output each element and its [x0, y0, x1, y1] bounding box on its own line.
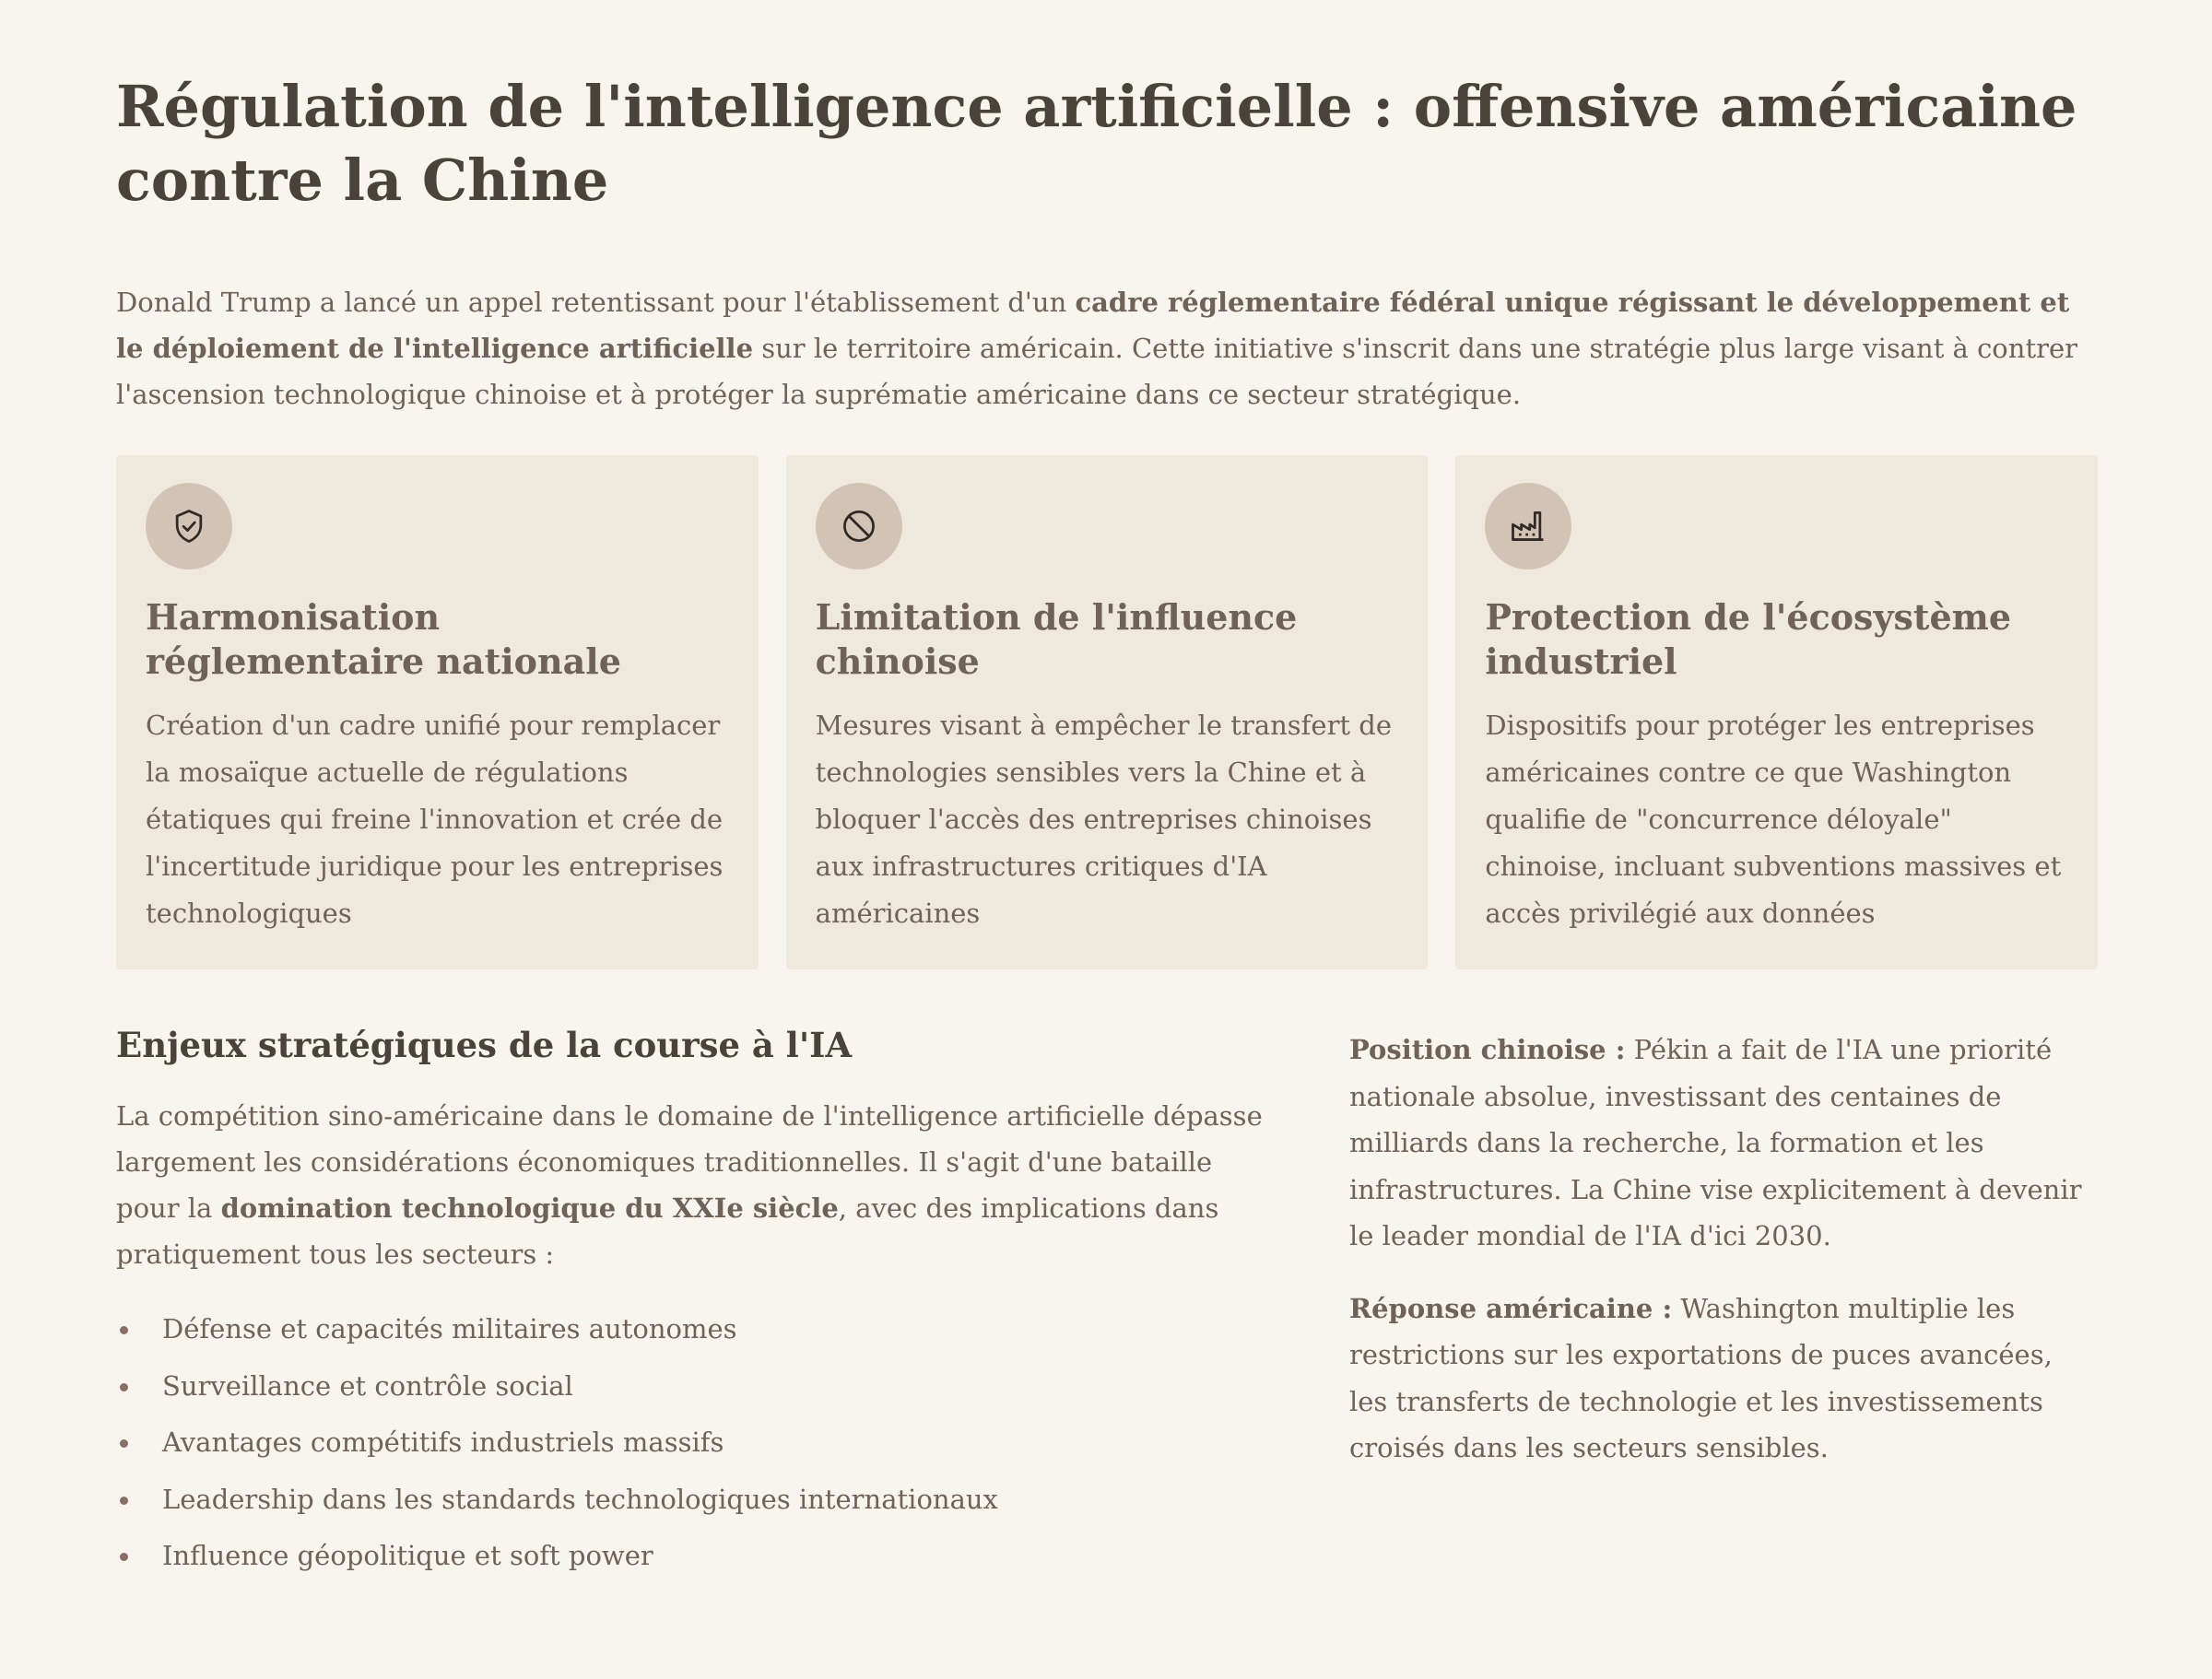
stakes-section	[116, 1021, 1277, 1585]
prohibited-icon	[816, 483, 902, 569]
china-position-label: Position chinoise :	[1349, 1034, 1626, 1065]
list-item: Leadership dans les standards technologiques internationaux	[116, 1472, 1277, 1529]
usa-response	[1349, 1286, 2098, 1472]
list-item: Influence géopolitique et soft power	[116, 1528, 1277, 1585]
card-title: Protection de l'écosystème industriel	[1485, 596, 2012, 682]
card-title: Limitation de l'influence chinoise	[815, 596, 1298, 682]
intro-text-bold: cadre réglementaire fédéral unique régissant le développement et le déploiement de l'intelligence artificielle	[116, 287, 2070, 364]
stakes-text-end: , avec des implications dans pratiquement tous les secteurs :	[116, 1192, 1219, 1270]
card-text: Dispositifs pour protéger les entreprises américaines contre ce que Washington qualifie de "concurrence déloyale" chinoise, incluant subventions massives et accès privilégié aux données	[1485, 710, 2062, 929]
list-item: Surveillance et contrôle social	[116, 1358, 1277, 1415]
list-item: Défense et capacités militaires autonomes	[116, 1301, 1277, 1358]
feature-cards	[116, 455, 2098, 969]
card-title: Harmonisation réglementaire nationale	[146, 596, 621, 682]
positions-section	[1349, 1027, 2098, 1497]
card-text: Création d'un cadre unifié pour remplacer la mosaïque actuelle de régulations étatiques qui freine l'innovation et crée de l'incertitude juridique pour les entreprises technologiques	[146, 710, 724, 929]
china-position-text: Pékin a fait de l'IA une priorité nationale absolue, investissant des centaines de milliards dans la recherche, la formation et les infrastructures. La Chine vise explicitement à devenir le leader mondial de l'IA d'ici 2030.	[1349, 1034, 2082, 1251]
card-influence	[786, 455, 1429, 969]
page-title: Régulation de l'intelligence artificielle : offensive américaine contre la Chine	[116, 73, 2077, 214]
intro-text-start: Donald Trump a lancé un appel retentissant pour l'établissement d'un	[116, 287, 1076, 318]
stakes-list	[116, 1301, 1277, 1585]
china-position	[1349, 1027, 2098, 1260]
section-title: Enjeux stratégiques de la course à l'IA	[116, 1025, 853, 1065]
card-protection	[1455, 455, 2098, 969]
list-item: Avantages compétitifs industriels massifs	[116, 1415, 1277, 1472]
card-harmonisation	[116, 455, 759, 969]
intro-text-end: sur le territoire américain. Cette initiative s'inscrit dans une stratégie plus large visant à contrer l'ascension technologique chinoise et à protéger la suprématie américaine dans ce secteur stratégique.	[116, 333, 2077, 410]
stakes-text-bold: domination technologique du XXIe siècle	[220, 1192, 839, 1224]
usa-response-label: Réponse américaine :	[1349, 1292, 1673, 1324]
factory-icon	[1485, 483, 1571, 569]
stakes-text-start: La compétition sino-américaine dans le domaine de l'intelligence artificielle dépasse largement les considérations économiques traditionnelles. Il s'agit d'une bataille pour la	[116, 1100, 1263, 1224]
stakes-paragraph	[116, 1093, 1277, 1277]
intro-paragraph	[116, 279, 2098, 417]
usa-response-text: Washington multiplie les restrictions sur les exportations de puces avancées, les transferts de technologie et les investissements croisés dans les secteurs sensibles.	[1349, 1292, 2053, 1463]
shield-check-icon	[146, 483, 232, 569]
card-text: Mesures visant à empêcher le transfert de technologies sensibles vers la Chine et à bloquer l'accès des entreprises chinoises aux infrastructures critiques d'IA américaines	[815, 710, 1393, 929]
